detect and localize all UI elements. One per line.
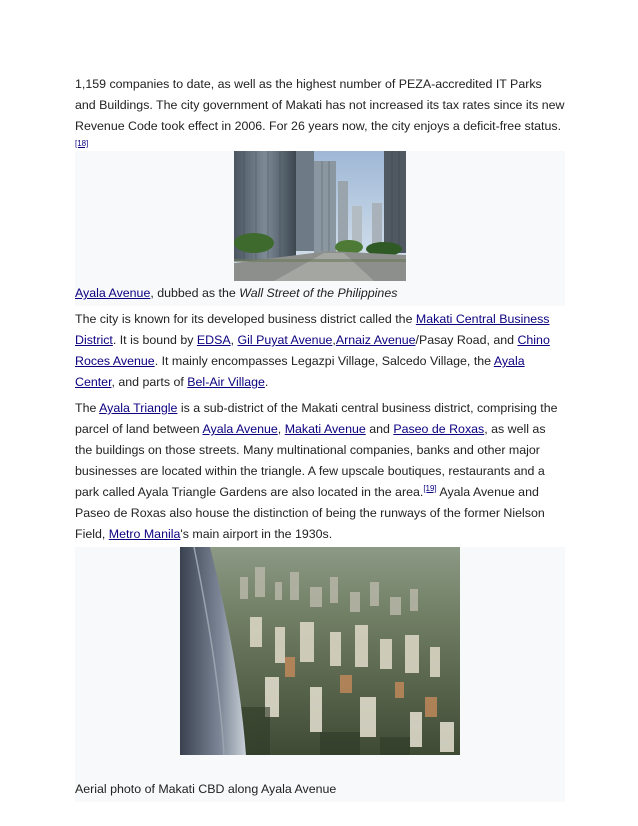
text-span: and: [365, 422, 394, 436]
text-span: .: [264, 375, 269, 389]
citation-19-link[interactable]: [19]: [423, 484, 437, 493]
text-span: , and parts of: [111, 375, 188, 389]
text-span: , as well as the buildings on those streets. Many multinational companies, banks and other major businesses are located within the triangle. A few upscale boutiques, restaurants and a park called Ayala Triangle Gardens are also located in the area.: [75, 422, 546, 499]
ayala-triangle-link[interactable]: Ayala Triangle: [99, 401, 178, 415]
ayala-avenue-photo: [234, 151, 406, 281]
text-span: is a sub-district of the Makati central business district, comprising the parcel of land between: [75, 401, 558, 436]
gil-puyat-link[interactable]: Gil Puyat Avenue: [237, 333, 333, 347]
edsa-link[interactable]: EDSA: [196, 333, 231, 347]
text-span: The city is known for its developed business district called the: [75, 312, 416, 326]
text-span: /Pasay Road, and: [415, 333, 518, 347]
citation-18-link[interactable]: [18]: [75, 139, 89, 148]
metro-manila-link[interactable]: Metro Manila: [108, 527, 181, 541]
caption-italic-text: Wall Street of the Philippines: [239, 286, 398, 300]
text-span: ,: [332, 333, 336, 347]
text-span: ,: [230, 333, 238, 347]
aerial-photo: [180, 547, 460, 755]
text-span: The: [75, 401, 100, 415]
ayala-triangle-paragraph: [75, 398, 565, 545]
text-span: 's main airport in the 1930s.: [180, 527, 333, 541]
aerial-caption-text: Aerial photo of Makati CBD along Ayala Avenue: [75, 782, 337, 796]
makati-avenue-link[interactable]: Makati Avenue: [284, 422, 366, 436]
ayala-avenue-figure: [75, 151, 565, 304]
paseo-de-roxas-link[interactable]: Paseo de Roxas: [393, 422, 485, 436]
ayala-avenue-link[interactable]: Ayala Avenue: [202, 422, 278, 436]
makati-cbd-link[interactable]: Makati Central Business District: [75, 312, 550, 347]
ayala-avenue-caption: [75, 281, 565, 306]
document-page: [75, 74, 565, 802]
text-span: ,: [277, 422, 285, 436]
text-span: . It is bound by: [112, 333, 197, 347]
chino-roces-link[interactable]: Chino Roces Avenue: [75, 333, 550, 368]
intro-paragraph: [75, 74, 565, 151]
aerial-photo-frame: [75, 547, 565, 777]
ayala-center-link[interactable]: Ayala Center: [75, 354, 525, 389]
ayala-avenue-caption-link[interactable]: Ayala Avenue: [75, 286, 151, 300]
cbd-paragraph: [75, 309, 565, 393]
text-span: . It mainly encompasses Legazpi Village, Salcedo Village, the: [154, 354, 494, 368]
aerial-caption: [75, 777, 565, 802]
text-span: Ayala Avenue and Paseo de Roxas also house the distinction of being the runways of the former Nielson Field,: [75, 485, 545, 541]
arnaiz-avenue-link[interactable]: Arnaiz Avenue: [335, 333, 416, 347]
aerial-figure: [75, 547, 565, 802]
intro-text: 1,159 companies to date, as well as the highest number of PEZA-accredited IT Parks and Buildings. The city government of Makati has not increased its tax rates since its new Revenue Code took effect in 2006. For 26 years now, the city enjoys a deficit-free status.: [75, 77, 565, 133]
caption-text: , dubbed as the: [150, 286, 240, 300]
bel-air-link[interactable]: Bel-Air Village: [187, 375, 265, 389]
